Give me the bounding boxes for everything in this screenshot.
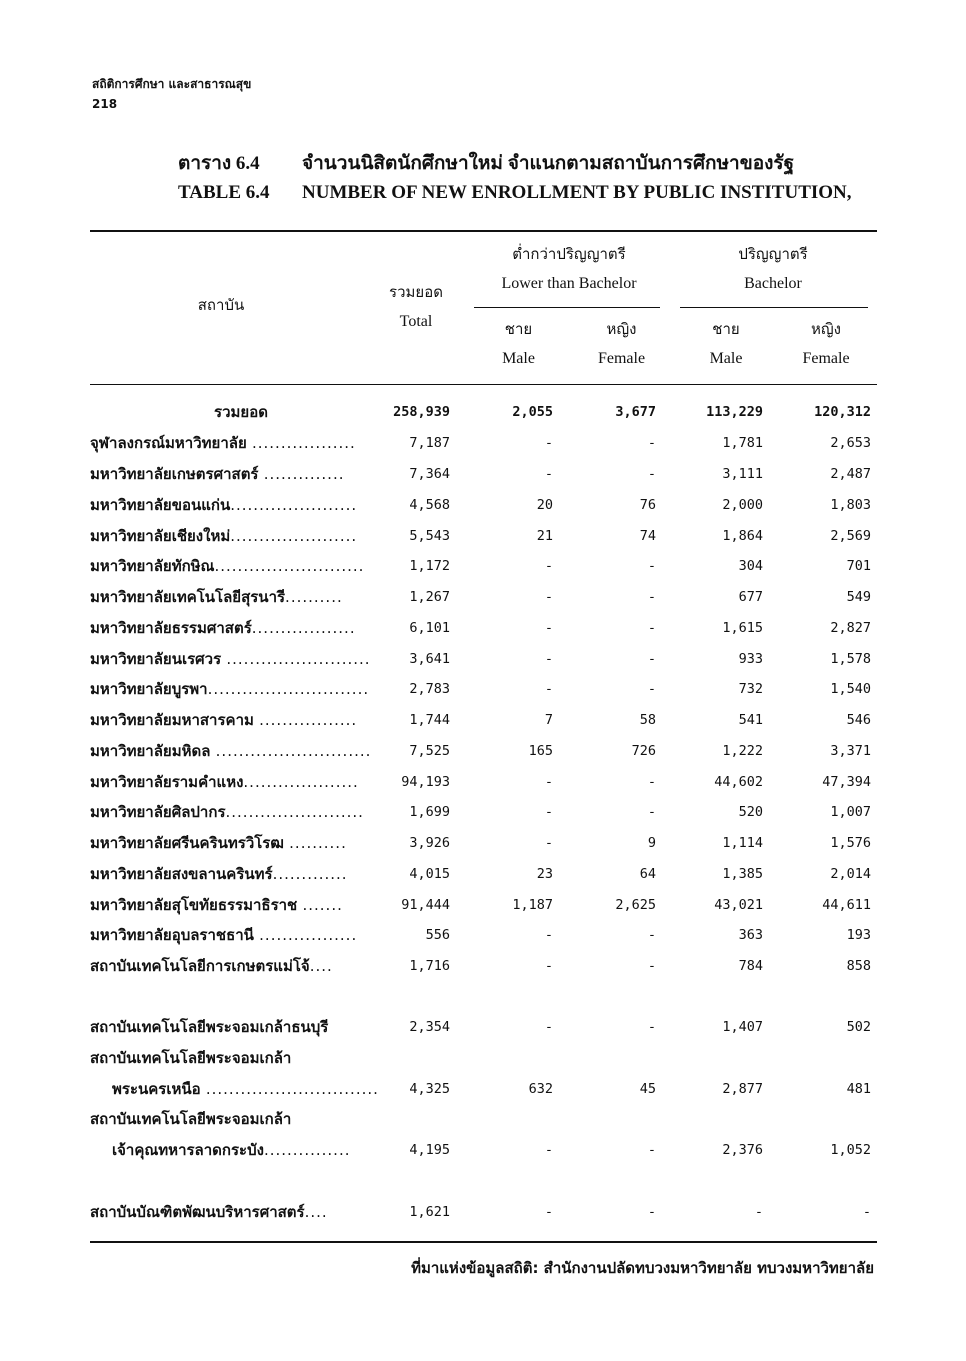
cell-bachelor-male: 1,615: [722, 620, 763, 636]
cell-bachelor-female: 546: [846, 712, 871, 728]
header-lower-male-en: Male: [502, 350, 535, 367]
cell-lower-female: 726: [631, 743, 656, 759]
header-lower-en: Lower than Bachelor: [501, 275, 637, 292]
cell-lower-female: 64: [639, 866, 656, 882]
leader-dots: ..........: [289, 834, 347, 852]
leader-dots: ..........................: [214, 557, 365, 575]
cell-lower-female: -: [647, 435, 656, 451]
cell-total: 1,267: [409, 589, 450, 605]
institution-name: [90, 493, 358, 517]
header-bachelor-female-th: หญิง: [811, 320, 841, 338]
cell-lower-male: -: [544, 1019, 553, 1035]
cell-lower-female: -: [647, 558, 656, 574]
institution-name: [90, 1015, 352, 1039]
cell-lower-male: -: [544, 620, 553, 636]
cell-bachelor-female: 1,576: [830, 835, 871, 851]
institution-name: [90, 554, 365, 578]
cell-bachelor-male: 1,114: [722, 835, 763, 851]
leader-dots: .......: [302, 896, 343, 914]
cell-bachelor-male: 1,222: [722, 743, 763, 759]
cell-total: 2,354: [409, 1019, 450, 1035]
cell-bachelor-male: -: [754, 1204, 763, 1220]
header-lower-female-th: หญิง: [606, 320, 637, 338]
cell-bachelor-male: 2,877: [722, 1081, 763, 1097]
cell-bachelor-male: 1,407: [722, 1019, 763, 1035]
leader-dots: ....: [304, 1203, 328, 1221]
cell-bachelor-female: 701: [846, 558, 871, 574]
leader-dots: ..............................: [205, 1080, 379, 1098]
institution-name-text: มหาวิทยาลัยเทคโนโลยีสุรนารี: [90, 588, 286, 606]
institution-name-text: มหาวิทยาลัยขอนแก่น: [90, 496, 231, 514]
institution-name-text: มหาวิทยาลัยรามคำแหง: [90, 773, 244, 791]
table-label-en: TABLE 6.4: [178, 182, 270, 203]
leader-dots: ...........................: [215, 742, 372, 760]
cell-lower-female: -: [647, 681, 656, 697]
cell-bachelor-female: 47,394: [822, 774, 871, 790]
cell-total: 7,525: [409, 743, 450, 759]
cell-total: 2,783: [409, 681, 450, 697]
table-row: [90, 736, 877, 766]
leader-dots: ...............: [263, 1141, 351, 1159]
cell-bachelor-female: 1,803: [830, 497, 871, 513]
institution-name-text: มหาวิทยาลัยธรรมศาสตร์: [90, 619, 252, 637]
institution-name: [90, 923, 358, 947]
header-total: [366, 277, 466, 337]
institution-name-text: มหาวิทยาลัยศิลปากร: [90, 803, 226, 821]
cell-lower-male: -: [544, 466, 553, 482]
institution-name: [90, 954, 352, 978]
leader-dots: ....................: [243, 773, 359, 791]
cell-total: 556: [425, 927, 450, 943]
cell-total: 3,641: [409, 651, 450, 667]
cell-lower-male: -: [544, 435, 553, 451]
institution-name: [90, 800, 364, 824]
institution-name: [90, 770, 359, 794]
table-row: [90, 1135, 877, 1165]
cell-bachelor-male: 541: [738, 712, 763, 728]
table-row: [90, 490, 877, 520]
cell-bachelor-female: 502: [846, 1019, 871, 1035]
cell-lower-female: 3,677: [615, 404, 656, 420]
table-title-th: จำนวนนิสิตนักศึกษาใหม่ จำแนกตามสถาบันการศึกษาของรัฐ: [302, 153, 795, 174]
cell-bachelor-female: 1,540: [830, 681, 871, 697]
table-row: [90, 920, 877, 950]
institution-name-text: มหาวิทยาลัยบูรพา: [90, 680, 208, 698]
leader-dots: .................: [259, 711, 358, 729]
table-row: [90, 890, 877, 920]
institution-name: [90, 431, 356, 455]
header-lower-male: [467, 314, 570, 374]
cell-bachelor-male: 677: [738, 589, 763, 605]
cell-total: 91,444: [401, 897, 450, 913]
institution-name-text: พระนครเหนือ: [112, 1080, 201, 1098]
institution-name: [90, 677, 370, 701]
institution-name-text: มหาวิทยาลัยเกษตรศาสตร์: [90, 465, 259, 483]
page-number: 218: [92, 97, 118, 111]
table-row: [90, 705, 877, 735]
cell-total: 4,195: [409, 1142, 450, 1158]
table-row: [90, 767, 877, 797]
cell-total: 7,187: [409, 435, 450, 451]
cell-bachelor-male: 1,781: [722, 435, 763, 451]
cell-lower-female: -: [647, 958, 656, 974]
cell-lower-male: -: [544, 1142, 553, 1158]
leader-dots: ......................: [230, 527, 358, 545]
table-row: [90, 828, 877, 858]
institution-name-line1: สถาบันเทคโนโลยีพระจอมเกล้า: [90, 1049, 292, 1067]
table-row: [90, 551, 877, 581]
cell-lower-female: 45: [639, 1081, 656, 1097]
cell-lower-male: -: [544, 774, 553, 790]
cell-lower-female: 9: [647, 835, 656, 851]
header-bachelor-female-en: Female: [802, 350, 850, 367]
cell-total: 94,193: [401, 774, 450, 790]
cell-lower-male: -: [544, 958, 553, 974]
cell-bachelor-male: 732: [738, 681, 763, 697]
cell-total: 4,015: [409, 866, 450, 882]
institution-name-text: มหาวิทยาลัยมหิดล: [90, 742, 211, 760]
cell-lower-female: -: [647, 466, 656, 482]
header-lower-male-th: ชาย: [504, 320, 533, 338]
cell-lower-female: -: [647, 620, 656, 636]
cell-bachelor-female: 2,827: [830, 620, 871, 636]
institution-name: [90, 647, 371, 671]
cell-bachelor-female: -: [862, 1204, 871, 1220]
table-row: [90, 644, 877, 674]
institution-name-text: สถาบันเทคโนโลยีการเกษตรแม่โจ้: [90, 957, 310, 975]
cell-total: 7,364: [409, 466, 450, 482]
header-lower-female-en: Female: [597, 350, 646, 367]
institution-name-line1: สถาบันเทคโนโลยีพระจอมเกล้า: [90, 1110, 292, 1128]
cell-lower-male: 23: [536, 866, 553, 882]
institution-name-text: มหาวิทยาลัยศรีนครินทรวิโรฒ: [90, 834, 284, 852]
cell-bachelor-female: 1,052: [830, 1142, 871, 1158]
table-title-en: NUMBER OF NEW ENROLLMENT BY PUBLIC INSTITUTION,: [302, 182, 852, 203]
cell-bachelor-female: 2,487: [830, 466, 871, 482]
table-row: [90, 613, 877, 643]
cell-lower-female: 76: [639, 497, 656, 513]
cell-total: 4,325: [409, 1081, 450, 1097]
cell-lower-female: -: [647, 927, 656, 943]
cell-bachelor-male: 304: [738, 558, 763, 574]
table-bottom-rule: [90, 1241, 877, 1243]
institution-name-text: มหาวิทยาลัยอุบลราชธานี: [90, 926, 254, 944]
table-label-th: ตาราง 6.4: [178, 153, 260, 174]
cell-total: 6,101: [409, 620, 450, 636]
cell-lower-female: -: [647, 774, 656, 790]
bachelor-group-rule: [680, 307, 868, 308]
cell-lower-male: -: [544, 1204, 553, 1220]
cell-bachelor-male: 2,000: [722, 497, 763, 513]
cell-bachelor-male: 2,376: [722, 1142, 763, 1158]
leader-dots: .........................: [226, 650, 371, 668]
table-top-rule: [90, 230, 877, 232]
cell-lower-male: 632: [528, 1081, 553, 1097]
institution-name: [90, 585, 352, 609]
institution-name: [90, 524, 358, 548]
institution-name-text: สถาบันเทคโนโลยีพระจอมเกล้าธนบุรี: [90, 1018, 329, 1036]
header-lower-than-bachelor: [466, 239, 672, 299]
cell-total: 3,926: [409, 835, 450, 851]
cell-lower-male: -: [544, 804, 553, 820]
book-title: สถิติการศึกษา และสาธารณสุข: [92, 77, 252, 91]
institution-name: [90, 1138, 352, 1162]
cell-total: 1,699: [409, 804, 450, 820]
header-lower-th: ต่ำกว่าปริญญาตรี: [512, 245, 626, 263]
cell-lower-male: -: [544, 835, 553, 851]
cell-lower-female: -: [647, 804, 656, 820]
cell-lower-male: 1,187: [512, 897, 553, 913]
cell-lower-male: 165: [528, 743, 553, 759]
table-row: [90, 459, 877, 489]
cell-bachelor-male: 44,602: [714, 774, 763, 790]
table-row: [90, 1197, 877, 1227]
header-institution-th: สถาบัน: [197, 296, 245, 314]
cell-lower-female: -: [647, 589, 656, 605]
table-row: [90, 951, 877, 981]
leader-dots: ....: [309, 957, 333, 975]
table-row: [90, 797, 877, 827]
cell-lower-male: 20: [536, 497, 553, 513]
cell-total: 1,744: [409, 712, 450, 728]
institution-name-text: มหาวิทยาลัยมหาสารคาม: [90, 711, 254, 729]
leader-dots: ......................: [230, 496, 358, 514]
cell-bachelor-female: 858: [846, 958, 871, 974]
cell-bachelor-female: 2,569: [830, 528, 871, 544]
cell-bachelor-male: 3,111: [722, 466, 763, 482]
cell-lower-male: -: [544, 558, 553, 574]
leader-dots: .................: [259, 926, 358, 944]
cell-total: 5,543: [409, 528, 450, 544]
header-bachelor-en: Bachelor: [744, 275, 802, 292]
institution-name: [90, 1077, 379, 1101]
institution-name: [90, 462, 352, 486]
table-row: [90, 521, 877, 551]
lower-group-rule: [474, 307, 660, 308]
institution-name: [90, 862, 352, 886]
header-bachelor-male-th: ชาย: [712, 320, 740, 338]
cell-bachelor-female: 481: [846, 1081, 871, 1097]
table-row: [90, 674, 877, 704]
cell-lower-female: 58: [639, 712, 656, 728]
institution-name: [90, 616, 356, 640]
cell-bachelor-female: 549: [846, 589, 871, 605]
cell-bachelor-female: 44,611: [822, 897, 871, 913]
leader-dots: ..............: [263, 465, 345, 483]
cell-bachelor-male: 933: [738, 651, 763, 667]
cell-lower-female: -: [647, 1204, 656, 1220]
institution-name-text: มหาวิทยาลัยสงขลานครินทร์: [90, 865, 273, 883]
table-title: [178, 148, 852, 208]
leader-dots: ..........: [285, 588, 343, 606]
header-bachelor-th: ปริญญาตรี: [738, 245, 808, 263]
cell-bachelor-female: 1,007: [830, 804, 871, 820]
institution-name-text: จุฬาลงกรณ์มหาวิทยาลัย: [90, 434, 247, 452]
cell-bachelor-female: 3,371: [830, 743, 871, 759]
header-bachelor: [678, 239, 868, 299]
institution-name-text: มหาวิทยาลัยเชียงใหม่: [90, 527, 231, 545]
institution-name: [90, 831, 352, 855]
header-bachelor-male: [676, 314, 776, 374]
cell-total: 1,172: [409, 558, 450, 574]
table-row-continuation: [90, 1043, 877, 1073]
header-total-en: Total: [399, 313, 433, 330]
leader-dots: .............: [272, 865, 348, 883]
cell-lower-male: 2,055: [512, 404, 553, 420]
source-note: ที่มาแห่งข้อมูลสถิติ: สำนักงานปลัดทบวงมหาวิทยาลัย ทบวงมหาวิทยาลัย: [411, 1259, 874, 1277]
cell-bachelor-male: 363: [738, 927, 763, 943]
table-row: [90, 859, 877, 889]
table-row-grand-total: [90, 397, 877, 427]
cell-bachelor-female: 2,014: [830, 866, 871, 882]
cell-lower-female: -: [647, 1142, 656, 1158]
header-total-th: รวมยอด: [389, 283, 443, 301]
institution-name: [90, 1200, 352, 1224]
institution-name-text: สถาบันบัณฑิตพัฒนบริหารศาสตร์: [90, 1203, 305, 1221]
cell-bachelor-male: 1,864: [722, 528, 763, 544]
cell-total: 1,716: [409, 958, 450, 974]
header-lower-female: [570, 314, 673, 374]
cell-lower-male: -: [544, 589, 553, 605]
institution-name: [90, 708, 358, 732]
leader-dots: ..................: [251, 619, 356, 637]
cell-total: 4,568: [409, 497, 450, 513]
cell-bachelor-female: 1,578: [830, 651, 871, 667]
header-bachelor-male-en: Male: [709, 350, 743, 367]
grand-total-label: รวมยอด: [214, 403, 268, 421]
cell-lower-female: 2,625: [615, 897, 656, 913]
header-institution: [90, 290, 352, 320]
institution-name-text: มหาวิทยาลัยทักษิณ: [90, 557, 215, 575]
institution-name-text: มหาวิทยาลัยนเรศวร: [90, 650, 222, 668]
leader-dots: ............................: [207, 680, 370, 698]
cell-bachelor-male: 1,385: [722, 866, 763, 882]
cell-total: 258,939: [393, 404, 450, 420]
leader-dots: ..................: [251, 434, 356, 452]
cell-bachelor-female: 193: [846, 927, 871, 943]
table-row: [90, 1012, 877, 1042]
institution-name-text: เจ้าคุณทหารลาดกระบัง: [112, 1141, 264, 1159]
institution-name-text: มหาวิทยาลัยสุโขทัยธรรมาธิราช: [90, 896, 298, 914]
cell-lower-male: -: [544, 927, 553, 943]
cell-lower-male: -: [544, 651, 553, 667]
table-row: [90, 428, 877, 458]
institution-name: [90, 893, 352, 917]
cell-lower-female: 74: [639, 528, 656, 544]
table-row: [90, 582, 877, 612]
cell-bachelor-male: 113,229: [706, 404, 763, 420]
cell-lower-female: -: [647, 1019, 656, 1035]
table-row: [90, 1074, 877, 1104]
table-row-continuation: [90, 1104, 877, 1134]
cell-bachelor-female: 2,653: [830, 435, 871, 451]
cell-lower-female: -: [647, 651, 656, 667]
cell-bachelor-male: 520: [738, 804, 763, 820]
cell-bachelor-female: 120,312: [814, 404, 871, 420]
cell-bachelor-male: 784: [738, 958, 763, 974]
leader-dots: ........................: [225, 803, 364, 821]
header-bachelor-female: [776, 314, 876, 374]
running-head: [92, 74, 251, 114]
cell-lower-male: -: [544, 681, 553, 697]
header-bottom-rule: [90, 384, 877, 385]
cell-lower-male: 21: [536, 528, 553, 544]
cell-lower-male: 7: [544, 712, 553, 728]
institution-name: [90, 739, 372, 763]
cell-total: 1,621: [409, 1204, 450, 1220]
cell-bachelor-male: 43,021: [714, 897, 763, 913]
